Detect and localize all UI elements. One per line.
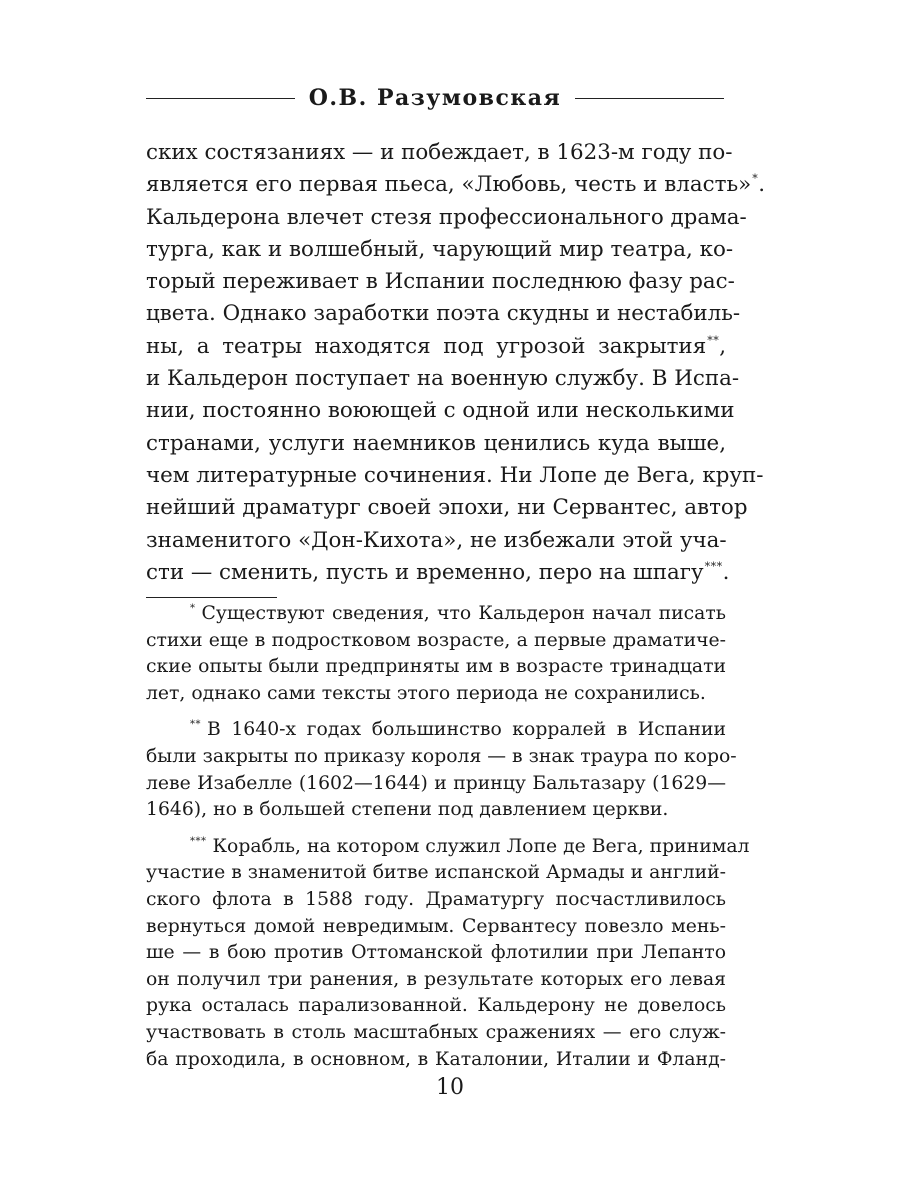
footnote-line: леве Изабелле (1602—1644) и принцу Бальтазару (1629—: [146, 772, 726, 794]
footnote-ref-1[interactable]: *: [752, 172, 759, 186]
footnote-line: *** Корабль, на котором служил Лопе де Вега, принимал: [190, 835, 750, 857]
footnote-line: ше — в бою против Оттоманской флотилии при Лепанто: [146, 942, 726, 964]
footnote-line: были закрыты по приказу короля — в знак траура по коро-: [146, 745, 737, 767]
footnote-line: 1646), но в большей степени под давлением церкви.: [146, 799, 669, 821]
text-line: Кальдерона влечет стезя профессионального драма-: [146, 204, 747, 230]
footnote-ref-2[interactable]: **: [707, 333, 720, 347]
footnotes: [146, 601, 750, 1073]
main-text: [146, 137, 765, 589]
footnote-line: стихи еще в подростковом возрасте, а первые драматиче-: [146, 629, 726, 651]
running-head: [146, 84, 724, 112]
header-rule-left: [146, 98, 295, 99]
text-line: ны, а театры находятся под угрозой закрытия**,: [146, 333, 726, 359]
footnote-line: * Существуют сведения, что Кальдерон начал писать: [190, 603, 726, 624]
footnote-line: участие в знаменитой битве испанской Армады и англий-: [146, 862, 726, 884]
text-line: странами, услуги наемников ценились куда выше,: [146, 430, 726, 456]
footnote-line: рука осталась парализованной. Кальдерону не довелось: [146, 995, 726, 1017]
footnote-line: вернуться домой невредимым. Сервантесу повезло мень-: [146, 915, 726, 937]
footnote-marker: *: [190, 603, 196, 614]
footnote-line: ** В 1640-х годах большинство корралей в Испании: [190, 719, 726, 741]
page-number: 10: [436, 1075, 464, 1100]
header-rule-right: [575, 98, 724, 99]
footnote-marker: ***: [190, 835, 207, 847]
footnote-3: [146, 834, 750, 1073]
footnote-separator: [146, 597, 277, 598]
footnote-line: ские опыты были предприняты им в возрасте тринадцати: [146, 656, 726, 678]
author-name: О.В. Разумовская: [308, 85, 562, 111]
footnote-line: лет, однако сами тексты этого периода не сохранились.: [146, 682, 706, 704]
footnote-line: участвовать в столь масштабных сражениях — его служ-: [146, 1021, 726, 1043]
text-line: ских состязаниях — и побеждает, в 1623-м году по-: [146, 140, 733, 165]
footnote-line: ба проходила, в основном, в Каталонии, Италии и Фланд-: [146, 1048, 726, 1070]
text-line: знаменитого «Дон-Кихота», не избежали этой уча-: [146, 527, 727, 553]
text-line: чем литературные сочинения. Ни Лопе де Вега, круп-: [146, 462, 764, 488]
footnote-line: ского флота в 1588 году. Драматургу посчастливилось: [146, 888, 726, 910]
footnote-2: [146, 717, 737, 823]
text-line: и Кальдерон поступает на военную службу. В Испа-: [146, 366, 740, 392]
text-line: сти — сменить, пусть и временно, перо на шпагу***.: [146, 559, 730, 585]
text-line: нейший драматург своей эпохи, ни Сервантес, автор: [146, 495, 748, 521]
text-line: турга, как и волшебный, чарующий мир театра, ко-: [146, 236, 734, 262]
text-line: является его первая пьеса, «Любовь, честь и власть»*.: [146, 172, 765, 198]
footnote-marker: **: [190, 719, 201, 731]
text-line: торый переживает в Испании последнюю фазу рас-: [146, 269, 735, 295]
footnote-line: он получил три ранения, в результате которых его левая: [146, 968, 726, 990]
text-line: нии, постоянно воюющей с одной или несколькими: [146, 398, 735, 424]
footnote-1: [146, 601, 726, 707]
footnote-ref-3[interactable]: ***: [704, 559, 723, 573]
text-line: цвета. Однако заработки поэта скудны и нестабиль-: [146, 301, 741, 327]
